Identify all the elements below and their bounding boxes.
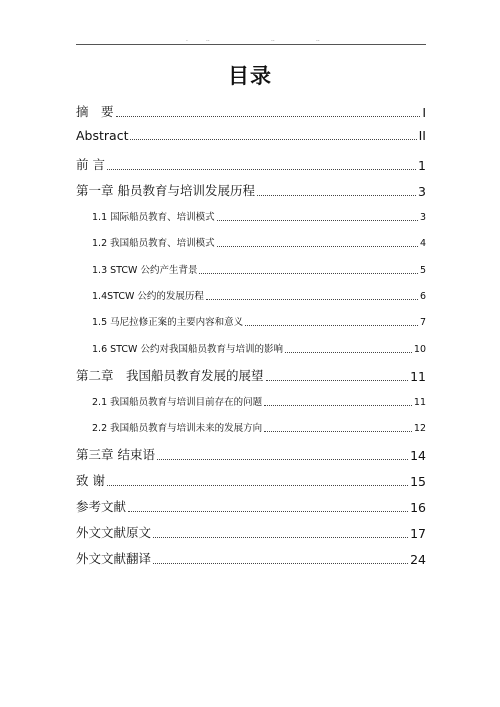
toc-entry-foreign-translation[interactable] — [76, 549, 426, 567]
header-mark: .. — [271, 36, 275, 43]
toc-entry-abstract[interactable] — [76, 128, 426, 143]
toc-entry-page: 14 — [410, 448, 426, 463]
toc-entry-1-5[interactable] — [92, 314, 426, 328]
toc-entry-page: 11 — [410, 369, 426, 384]
toc-entry-label: 2.1 我国船员教育与培训目前存在的问题 — [92, 397, 263, 408]
toc-entry-page: 10 — [413, 344, 426, 355]
toc-entry-page: I — [422, 105, 426, 120]
dot-leader — [257, 195, 416, 196]
dot-leader — [153, 537, 408, 538]
dot-leader — [107, 169, 416, 170]
toc-entry-label: 1.2 我国船员教育、培训模式 — [92, 238, 215, 249]
dot-leader — [266, 380, 409, 381]
dot-leader — [107, 485, 408, 486]
toc-entry-label: 第二章 我国船员教育发展的展望 — [76, 368, 264, 383]
toc-entry-acknowledgements[interactable] — [76, 471, 426, 489]
dot-leader — [217, 246, 418, 247]
toc-entry-page: 15 — [410, 474, 426, 489]
dot-leader — [285, 352, 412, 353]
toc-entry-2-1[interactable] — [92, 394, 426, 408]
toc-entry-preface[interactable] — [76, 155, 426, 173]
toc-entry-label: 1.6 STCW 公约对我国船员教育与培训的影响 — [92, 344, 283, 355]
toc-entry-chapter-1[interactable] — [76, 181, 426, 199]
page-header-marks — [76, 36, 426, 44]
toc-entry-page: 5 — [419, 265, 426, 276]
toc-entry-page: 7 — [419, 317, 426, 328]
toc-entry-page: 6 — [419, 291, 426, 302]
toc-entry-label: 外文文献翻译 — [76, 551, 152, 566]
dot-leader — [128, 511, 408, 512]
toc-entry-label: 2.2 我国船员教育与培训未来的发展方向 — [92, 423, 263, 434]
dot-leader — [153, 563, 408, 564]
dot-leader — [206, 299, 418, 300]
toc-entry-label: 外文文献原文 — [76, 525, 152, 540]
toc-entry-label: Abstract — [76, 128, 129, 143]
toc-entry-page: 17 — [410, 526, 426, 541]
toc-entry-chapter-2[interactable] — [76, 366, 426, 384]
dot-leader — [245, 325, 418, 326]
toc-entry-1-4[interactable] — [92, 288, 426, 302]
toc-entry-page: 3 — [419, 212, 426, 223]
dot-leader — [217, 220, 418, 221]
toc-entry-label: 摘 要 — [76, 104, 114, 119]
toc-entry-references[interactable] — [76, 497, 426, 515]
header-mark: . — [186, 36, 188, 43]
header-mark: .. — [206, 36, 210, 43]
header-rule — [76, 44, 426, 45]
toc-entry-1-1[interactable] — [92, 209, 426, 223]
toc-entry-1-3[interactable] — [92, 262, 426, 276]
dot-leader — [264, 405, 412, 406]
toc-entry-page: 11 — [413, 397, 426, 408]
toc-entry-abstract-cn[interactable] — [76, 102, 426, 120]
toc-entry-page: 24 — [410, 552, 426, 567]
dot-leader — [264, 431, 412, 432]
toc-entry-foreign-original[interactable] — [76, 523, 426, 541]
toc-entry-label: 1.1 国际船员教育、培训模式 — [92, 212, 215, 223]
toc-entry-label: 第三章 结束语 — [76, 447, 155, 462]
toc-entry-label: 第一章 船员教育与培训发展历程 — [76, 183, 255, 198]
toc-entry-label: 参考文献 — [76, 499, 127, 514]
toc-entry-chapter-3[interactable] — [76, 445, 426, 463]
toc-entry-page: 3 — [418, 184, 426, 199]
dot-leader — [130, 139, 416, 140]
toc-entry-label: 前 言 — [76, 157, 105, 172]
toc-entry-label: 1.3 STCW 公约产生背景 — [92, 265, 198, 276]
toc-entry-2-2[interactable] — [92, 420, 426, 434]
toc-entry-page: 1 — [418, 158, 426, 173]
toc-entry-1-6[interactable] — [92, 341, 426, 355]
toc-entry-label: 1.5 马尼拉修正案的主要内容和意义 — [92, 317, 244, 328]
header-mark: .. — [316, 36, 320, 43]
dot-leader — [116, 116, 421, 117]
toc-entry-page: 4 — [419, 238, 426, 249]
dot-leader — [157, 459, 408, 460]
page-title: 目录 — [228, 64, 272, 88]
dot-leader — [199, 273, 418, 274]
toc-entry-page: 16 — [410, 500, 426, 515]
toc-entry-label: 致 谢 — [76, 473, 105, 488]
toc-entry-page: II — [418, 128, 426, 143]
toc-entry-page: 12 — [413, 423, 426, 434]
toc-entry-label: 1.4STCW 公约的发展历程 — [92, 291, 204, 302]
toc-entry-1-2[interactable] — [92, 235, 426, 249]
